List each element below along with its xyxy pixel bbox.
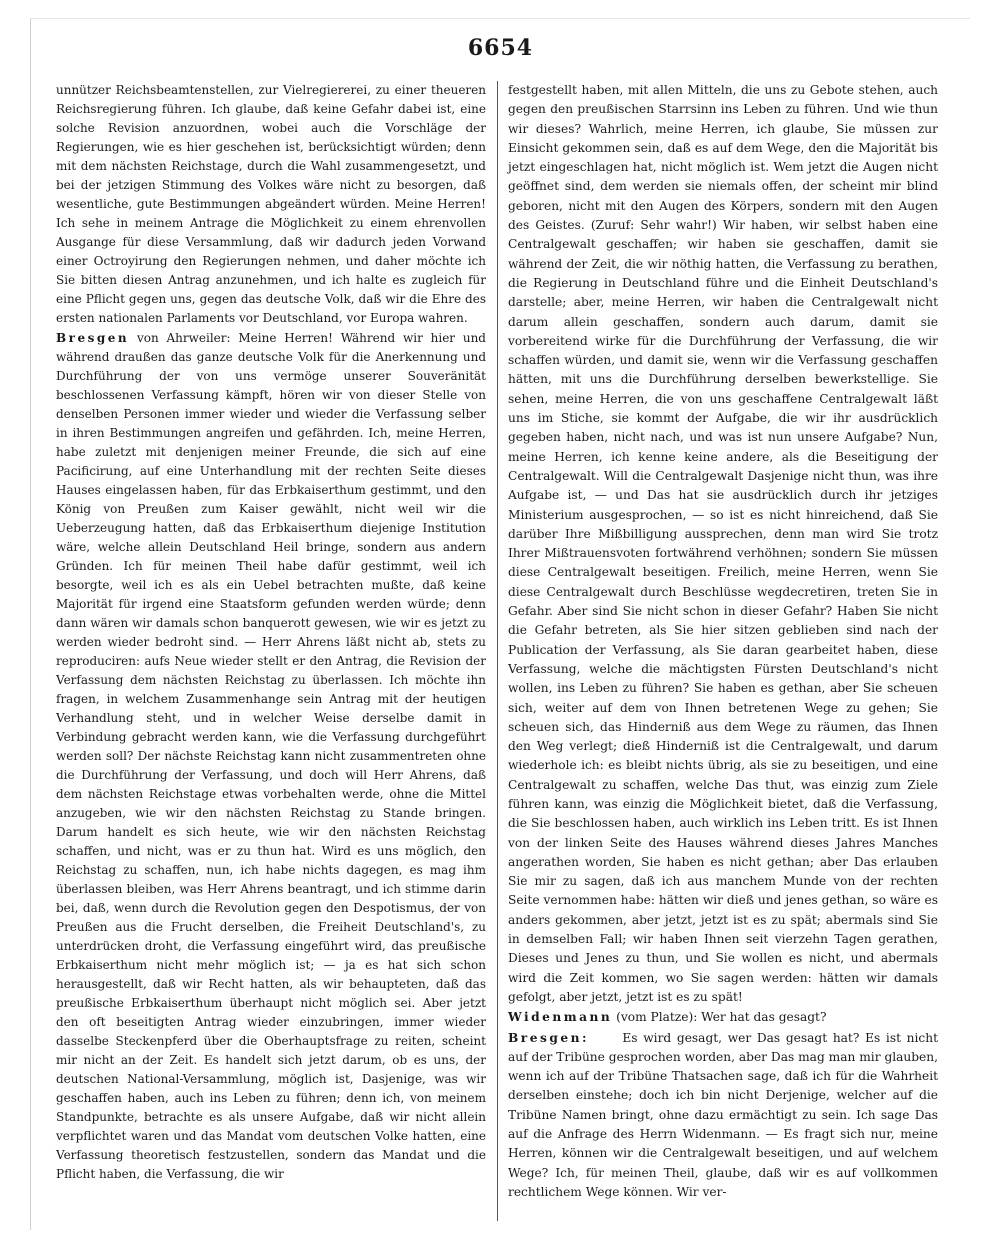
speaker-name: Bresgen (56, 331, 130, 345)
speech-text: Es wird gesagt, wer Das gesagt hat? Es ist nicht auf der Tribüne gesprochen worden, aber Das mag man mir glauben, wenn ich auf der Tribüne Thatsachen sage, daß ich für die Wahrheit derselben einstehe; doch ich bin nicht Derjenige, welcher auf die Tribüne Namen bringt, ohne dazu ermächtigt zu sein. Ich sage Das auf die Anfrage des Herrn Widenmann. — Es fragt sich nur, meine Herren, können wir die Centralgewalt beseitigen, und auf welchem Wege? Ich, für meinen Theil, glaube, daß wir es auf vollkommen rechtlichem Wege können. Wir ver- (508, 1030, 938, 1199)
page-number: 6654 (467, 35, 534, 61)
speaker-name: Bresgen: (508, 1030, 589, 1045)
speech-paragraph (56, 329, 486, 1184)
speech-paragraph (508, 1029, 938, 1203)
speech-paragraph (508, 1008, 938, 1027)
newspaper-page (30, 18, 970, 1230)
speech-text: von Ahrweiler: Meine Herren! Während wir hier und während draußen das ganze deutsche Volk für die Anerkennung und Durchführung der von uns vermöge unserer Souveränität beschlossenen Verfassung kämpft, hören wir von dieser Stelle von denselben Personen immer wieder und wieder die Verfassung selber in ihren Bestimmungen angreifen und gefährden. Ich, meine Herren, habe zuletzt mit denjenigen meiner Freunde, die sich auf eine Pacificirung, auf eine Unterhandlung mit der rechten Seite dieses Hauses eingelassen haben, für das Erbkaiserthum gestimmt, und den König von Preußen zum Kaiser gewählt, nicht weil wir die Ueberzeugung hatten, daß das Erbkaiserthum diejenige Institution wäre, welche allein Deutschland Heil bringe, sondern aus andern Gründen. Ich für meinen Theil habe dafür gestimmt, weil ich besorgte, weil ich es als ein Uebel betrachten mußte, daß keine Majorität für irgend eine Staatsform gefunden werden würde; denn dann wären wir damals schon banquerott gewesen, wie wir es jetzt zu werden wieder bedroht sind. — Herr Ahrens läßt nicht ab, stets zu reproduciren: aufs Neue wieder stellt er den Antrag, die Revision der Verfassung dem nächsten Reichstag zu überlassen. Ich möchte ihn fragen, in welchem Zusammenhange sein Antrag mit der heutigen Verhandlung steht, und in welcher Weise derselbe damit in Verbindung gebracht werden kann, wie die Verfassung durchgeführt werden soll? Der nächste Reichstag kann nicht zusammentreten ohne die Durchführung der Verfassung, und doch will Herr Ahrens, daß dem nächsten Reichstage etwas vorbehalten werde, ohne die Mittel anzugeben, wie wir den nächsten Reichstag zu Stande bringen. Darum handelt es sich heute, wie wir den nächsten Reichstag schaffen, und nicht, was er zu thun hat. Wird es uns möglich, den Reichstag zu schaffen, nun, ich habe nichts dagegen, es mag ihm überlassen bleiben, was Herr Ahrens beantragt, und ich stimme darin bei, daß, wenn durch die Revolution gegen den Despotismus, der von Preußen aus die Frucht derselben, die Freiheit Deutschland's, zu unterdrücken droht, die Verfassung eingeführt wird, das preußische Erbkaiserthum nicht mehr möglich ist; — ja es hat sich schon herausgestellt, daß wir Recht hatten, als wir behaupteten, daß das preußische Erbkaiserthum überhaupt nicht möglich sei. Aber jetzt den oft beseitigten Antrag wieder einzubringen, immer wieder dasselbe Steckenpferd über die Oberhauptsfrage zu reiten, scheint mir nicht an der Zeit. Es handelt sich jetzt darum, ob es uns, der deutschen National-Versammlung, möglich ist, Dasjenige, was wir geschaffen haben, auch ins Leben zu führen; denn ich, von meinem Standpunkte, betrachte es als unsere Aufgabe, daß wir nicht allein verpflichtet waren und das Mandat vom deutschen Volke hatten, eine Verfassung theoretisch festzustellen, sondern das Mandat und die Pflicht haben, die Verfassung, die wir (56, 331, 486, 1181)
left-column (56, 81, 486, 1184)
speech-text: (vom Platze): Wer hat das gesagt? (616, 1010, 827, 1025)
paragraph (508, 81, 938, 1007)
paragraph-text: unnützer Reichsbeamtenstellen, zur Vielregiererei, zu einer theueren Reichsregierung führen. Ich glaube, daß keine Gefahr dabei ist, eine solche Revision anzuordnen, wobei auch die Vorschläge der Regierungen, wie es hier geschehen ist, berücksichtigt würden; denn mit dem nächsten Reichstage, durch die Wahl zusammengesetzt, und bei der jetzigen Stimmung des Volkes wäre nicht zu besorgen, daß wesentliche, gute Bestimmungen abgeändert würden. Meine Herren! Ich sehe in meinem Antrage die Möglichkeit zu einem ehrenvollen Ausgange für diese Versammlung, daß wir dadurch jeden Vorwand einer Octroyirung den Regierungen nehmen, und daher möchte ich Sie bitten diesen Antrag anzunehmen, und ich halte es zugleich für eine Pflicht gegen uns, gegen das deutsche Volk, daß wir die Ehre des ersten nationalen Parlaments vor Deutschland, vor Europa wahren. (56, 83, 486, 325)
paragraph (56, 81, 486, 328)
speaker-name: Widenmann (508, 1010, 613, 1025)
right-column (508, 81, 938, 1202)
paragraph-text: festgestellt haben, mit allen Mitteln, die uns zu Gebote stehen, auch gegen den preußischen Starrsinn ins Leben zu führen. Und wie thun wir dieses? Wahrlich, meine Herren, ich glaube, Sie müssen zur Einsicht gekommen sein, daß es auf dem Wege, den die Majorität bis jetzt eingeschlagen hat, nicht möglich ist. Wem jetzt die Augen nicht geöffnet sind, dem werden sie niemals offen, der scheint mir blind geboren, nicht mit den Augen des Körpers, sondern mit den Augen des Geistes. (Zuruf: Sehr wahr!) Wir haben, wir selbst haben eine Centralgewalt geschaffen; wir haben sie geschaffen, damit sie während der Zeit, die wir nöthig hatten, die Verfassung zu berathen, die Regierung in Deutschland führe und die Einheit Deutschland's darstelle; aber, meine Herren, wir haben die Centralgewalt nicht darum allein geschaffen, sondern auch darum, damit sie vorbereitend wirke für die Durchführung der Verfassung, die wir schaffen würden, und damit sie, wenn wir die Verfassung geschaffen hätten, mit uns die Durchführung derselben bewerkstellige. Sie sehen, meine Herren, die von uns geschaffene Centralgewalt läßt uns im Stiche, sie kommt der Aufgabe, die wir ihr ausdrücklich gegeben haben, nicht nach, und was ist nun unsere Aufgabe? Nun, meine Herren, ich kenne keine andere, als die Beseitigung der Centralgewalt. Will die Centralgewalt Dasjenige nicht thun, was ihre Aufgabe ist, — und Das hat sie ausdrücklich durch ihr jetziges Ministerium ausgesprochen, — so ist es nicht hinreichend, daß Sie darüber Ihre Mißbilligung aussprechen, denn man wird Sie trotz Ihrer Mißtrauensvoten fortwährend verhöhnen; sondern Sie müssen diese Centralgewalt beseitigen. Freilich, meine Herren, wenn Sie diese Centralgewalt durch Beschlüsse wegdecretiren, treten Sie in Gefahr. Aber sind Sie nicht schon in dieser Gefahr? Haben Sie nicht die Gefahr betreten, als Sie hier sitzen geblieben sind nach der Publication der Verfassung, als Sie daran gearbeitet haben, diese Verfassung, welche die mächtigsten Fürsten Deutschland's nicht wollen, ins Leben zu führen? Sie haben es gethan, aber Sie scheuen sich, weiter auf dem von Ihnen betretenen Wege zu gehen; Sie scheuen sich, das Hinderniß aus dem Wege zu räumen, das Ihnen den Weg verlegt; dieß Hinderniß ist die Centralgewalt, und darum wiederhole ich: es bleibt nichts übrig, als sie zu beseitigen, und eine Centralgewalt zu schaffen, welche Das thut, was einzig zum Ziele führen kann, was einzig die Möglichkeit bietet, daß die Verfassung, die Sie beschlossen haben, auch wirklich ins Leben tritt. Es ist Ihnen von der linken Seite des Hauses während dieses Jahres Manches angerathen worden, Sie haben es nicht gethan; aber Das erlauben Sie mir zu sagen, daß ich aus manchem Munde von der rechten Seite vernommen habe: hätten wir dieß und jenes gethan, so wäre es anders gekommen, aber jetzt, jetzt ist es zu spät; abermals sind Sie in demselben Fall; wir haben Ihnen seit vierzehn Tagen gerathen, Dieses und Jenes zu thun, und Sie wollen es nicht, und abermals wird die Zeit kommen, wo Sie sagen werden: hätten wir damals gefolgt, aber jetzt, jetzt ist es zu spät! (508, 83, 938, 1004)
column-divider (497, 81, 498, 1221)
